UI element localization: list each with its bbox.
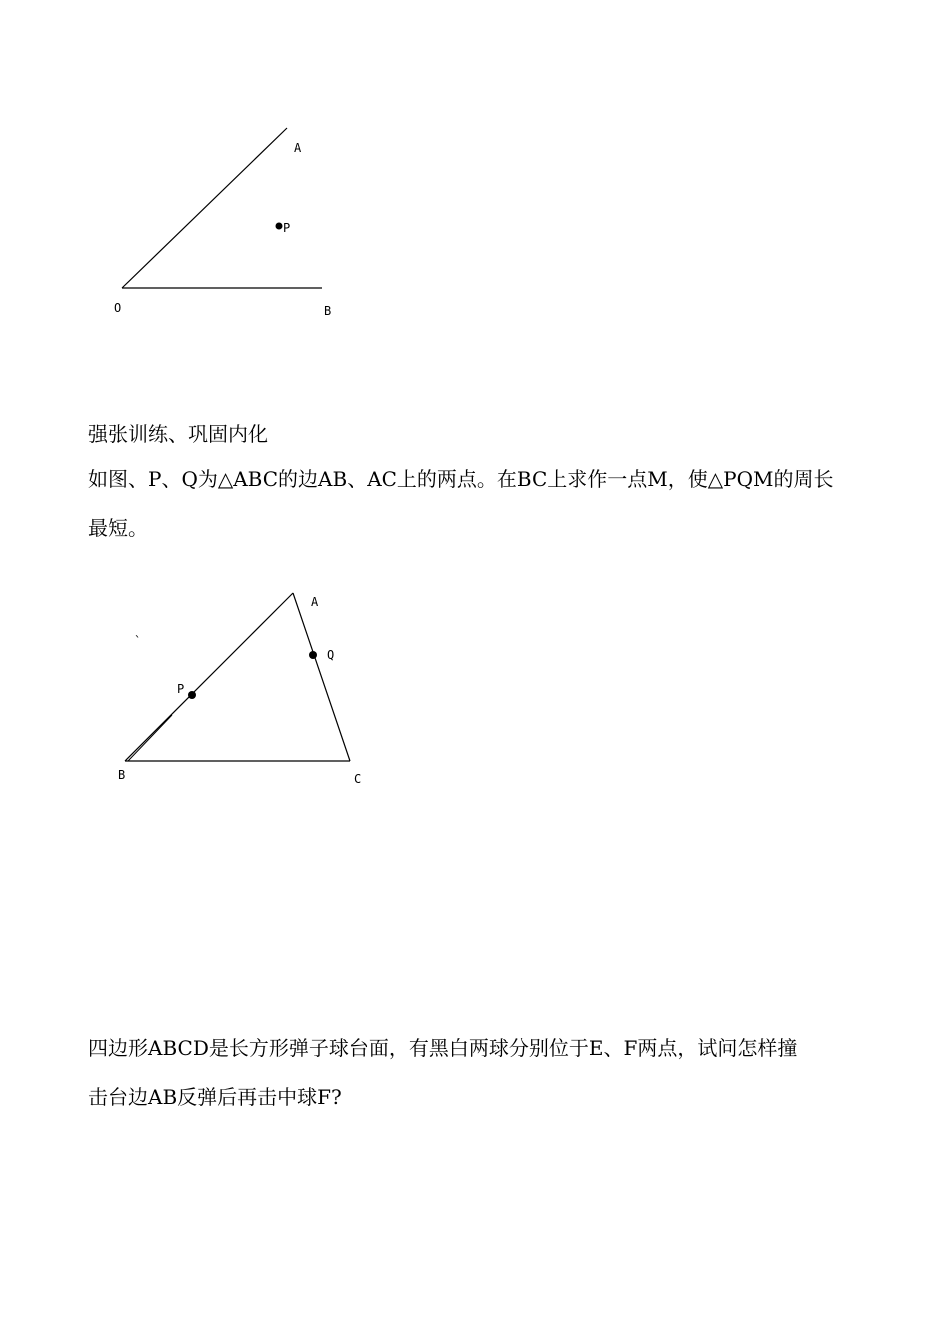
label-p: P bbox=[177, 682, 185, 696]
label-q: Q bbox=[327, 648, 335, 662]
problem2-line1: 四边形ABCD是长方形弹子球台面，有黑白两球分别位于E、F两点，试问怎样撞 bbox=[88, 1036, 798, 1060]
label-a: A bbox=[294, 141, 302, 155]
triangle-abc-figure bbox=[110, 585, 380, 795]
angle-aob-figure bbox=[100, 120, 360, 330]
point-p bbox=[188, 691, 196, 699]
label-c: C bbox=[354, 772, 362, 786]
point-p bbox=[276, 223, 283, 230]
section-heading: 强张训练、巩固内化 bbox=[88, 422, 268, 446]
label-p: P bbox=[283, 221, 291, 235]
label-b: B bbox=[118, 768, 126, 782]
label-b: B bbox=[324, 304, 332, 318]
problem1-line2: 最短。 bbox=[88, 516, 148, 540]
ray-oa bbox=[122, 128, 287, 288]
problem1-line1: 如图、P、Q为△ABC的边AB、AC上的两点。在BC上求作一点M，使△PQM的周长 bbox=[88, 467, 834, 491]
problem2-line2: 击台边AB反弹后再击中球F? bbox=[88, 1085, 342, 1109]
point-q bbox=[309, 651, 317, 659]
side-ab-double-stroke bbox=[128, 715, 172, 761]
label-o: O bbox=[114, 301, 122, 315]
side-ab bbox=[125, 593, 293, 761]
tick-mark: ` bbox=[134, 634, 142, 648]
side-ac bbox=[293, 593, 350, 761]
label-a: A bbox=[311, 595, 319, 609]
